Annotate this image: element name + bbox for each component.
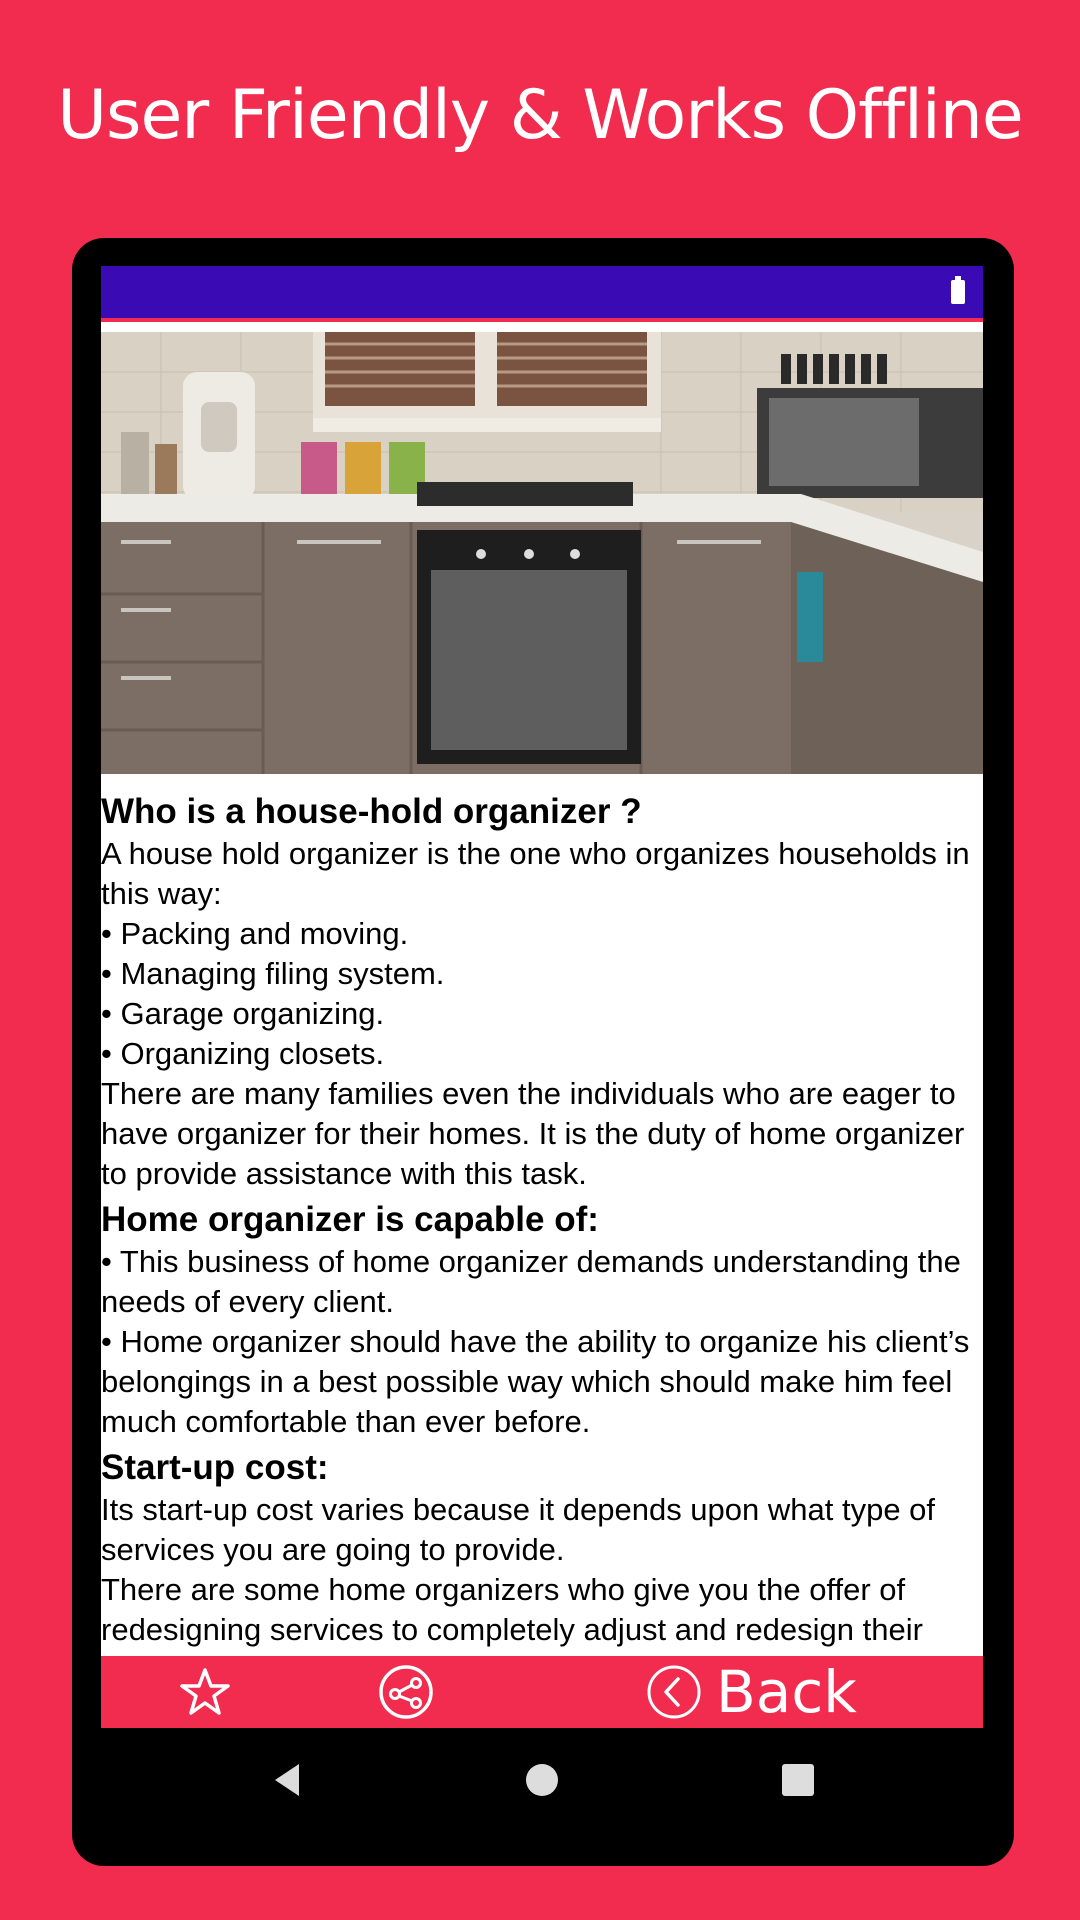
article-content xyxy=(101,786,983,1661)
article-heading-capable: Home organizer is capable of: xyxy=(101,1200,599,1239)
triangle-back-icon[interactable] xyxy=(269,1760,309,1800)
chevron-left-circle-icon xyxy=(646,1664,702,1720)
back-label: Back xyxy=(716,1658,857,1726)
list-item: • Garage organizing. xyxy=(101,996,385,1031)
kitchen-image xyxy=(101,332,983,774)
back-button[interactable] xyxy=(646,1656,857,1728)
system-nav-bar xyxy=(101,1728,983,1832)
square-recents-icon[interactable] xyxy=(778,1760,818,1800)
list-item: • Organizing closets. xyxy=(101,1036,385,1071)
list-item: • Managing filing system. xyxy=(101,956,445,991)
list-item: • Packing and moving. xyxy=(101,916,409,951)
list-item: • Home organizer should have the ability to organize his client’s belongings in a best possible way which should make him feel much comfortable than ever before. xyxy=(101,1324,970,1439)
app-screen xyxy=(101,266,983,1728)
star-icon[interactable] xyxy=(177,1664,233,1720)
article-paragraph: Its start-up cost varies because it depends upon what type of services you are going to provide. xyxy=(101,1492,936,1567)
article-intro: A house hold organizer is the one who organizes households in this way: xyxy=(101,836,970,911)
article-paragraph: There are many families even the individuals who are eager to have organizer for their homes. It is the duty of home organizer to provide assistance with this task. xyxy=(101,1076,965,1191)
bottom-action-bar xyxy=(101,1656,983,1728)
status-bar xyxy=(101,266,983,318)
promo-banner-title: User Friendly & Works Offline xyxy=(57,75,1023,155)
article-heading-who: Who is a house-hold organizer ? xyxy=(101,792,642,831)
status-divider xyxy=(101,318,983,322)
battery-icon xyxy=(951,280,965,304)
article-heading-startup: Start-up cost: xyxy=(101,1448,329,1487)
share-icon[interactable] xyxy=(378,1664,434,1720)
list-item: • This business of home organizer demands understanding the needs of every client. xyxy=(101,1244,961,1319)
article-paragraph: There are some home organizers who give you the offer of redesigning services to completely adjust and redesign their xyxy=(101,1572,923,1647)
circle-home-icon[interactable] xyxy=(522,1760,562,1800)
